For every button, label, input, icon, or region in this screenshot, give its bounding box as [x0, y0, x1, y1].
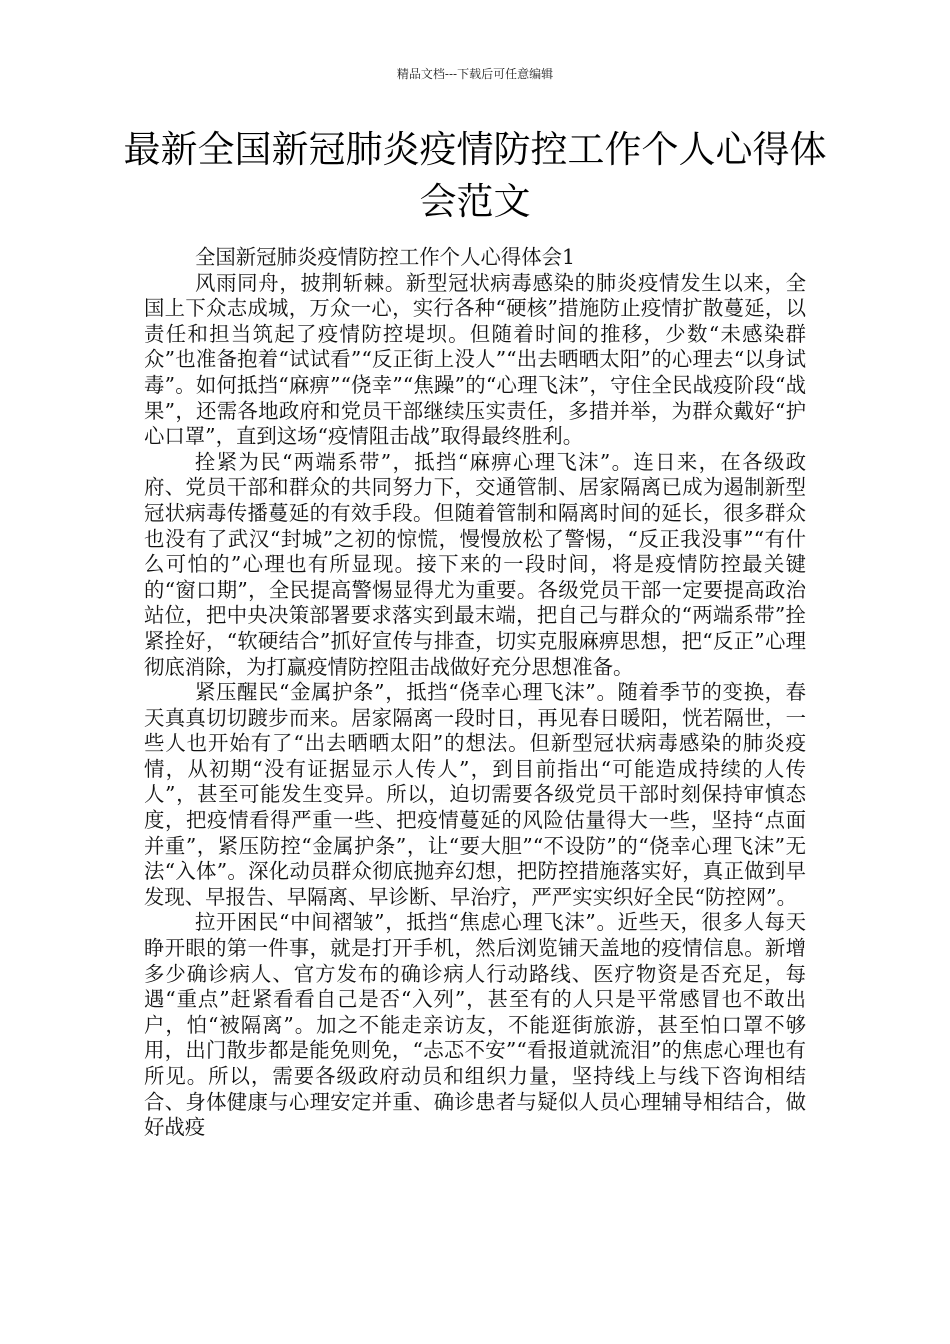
section-heading: 全国新冠肺炎疫情防控工作个人心得体会1	[195, 245, 576, 269]
paragraph: 紧压醒民“金属护条”，抵挡“侥幸心理飞沫”。随着季节的变换，春天真真切切踱步而来。居家隔离一段时日，再见春日暖阳，恍若隔世，一些人也开始有了“出去晒晒太阳”的想法。但新型冠状病毒感染的肺炎疫情，从初期“没有证据显示人传人”，到目前指出“可能造成持续的人传人”，甚至可能发生变异。所以，迫切需要各级党员干部时刻保持审慎态度，把疫情看得严重一些、把疫情蔓延的风险估量得大一些，坚持“点面并重”，紧压防控“金属护条”，让“要大胆”“不设防”的“侥幸心理飞沫”无法“入体”。深化动员群众彻底抛弃幻想，把防控措施落实好，真正做到早发现、早报告、早隔离、早诊断、早治疗，严严实实织好全民“防控网”。	[144, 680, 806, 909]
document-body	[144, 245, 806, 1141]
paragraph: 风雨同舟，披荆斩棘。新型冠状病毒感染的肺炎疫情发生以来，全国上下众志成城，万众一心，实行各种“硬核”措施防止疫情扩散蔓延，以责任和担当筑起了疫情防控堤坝。但随着时间的推移，少数“未感染群众”也准备抱着“试试看”“反正街上没人”“出去晒晒太阳”的心理去“以身试毒”。如何抵挡“麻痹”“侥幸”“焦躁”的“心理飞沫”，守住全民战疫阶段“战果”，还需各地政府和党员干部继续压实责任，多措并举，为群众戴好“护心口罩”，直到这场“疫情阻击战”取得最终胜利。	[144, 270, 806, 449]
header-note: 精品文档---下载后可任意编辑	[396, 67, 554, 81]
paragraph: 拉开困民“中间褶皱”，抵挡“焦虑心理飞沫”。近些天，很多人每天睁开眼的第一件事，就是打开手机，然后浏览铺天盖地的疫情信息。新增多少确诊病人、官方发布的确诊病人行动路线、医疗物资是否充足，每遇“重点”赶紧看看自己是否“入列”，甚至有的人只是平常感冒也不敢出户，怕“被隔离”。加之不能走亲访友，不能逛街旅游，甚至怕口罩不够用，出门散步都是能免则免，“忐忑不安”“看报道就流泪”的焦虑心理也有所见。所以，需要各级政府动员和组织力量，坚持线上与线下咨询相结合、身体健康与心理安定并重、确诊患者与疑似人员心理辅导相结合，做好战疫	[144, 910, 806, 1140]
paragraph: 拴紧为民“两端系带”，抵挡“麻痹心理飞沫”。连日来，在各级政府、党员干部和群众的共同努力下，交通管制、居家隔离已成为遏制新型冠状病毒传播蔓延的有效手段。但随着管制和隔离时间的延长，很多群众也没有了武汉“封城”之初的惊慌，慢慢放松了警惕，“反正我没事”“有什么可怕的”心理也有所显现。接下来的一段时间，将是疫情防控最关键的“窗口期”，全民提高警惕显得尤为重要。各级党员干部一定要提高政治站位，把中央决策部署要求落实到最末端，把自己与群众的“两端系带”拴紧拴好，“软硬结合”抓好宣传与排查，切实克服麻痹思想，把“反正”心理彻底消除，为打赢疫情防控阻击战做好充分思想准备。	[144, 449, 806, 679]
document-title: 最新全国新冠肺炎疫情防控工作个人心得体会范文	[123, 128, 827, 223]
